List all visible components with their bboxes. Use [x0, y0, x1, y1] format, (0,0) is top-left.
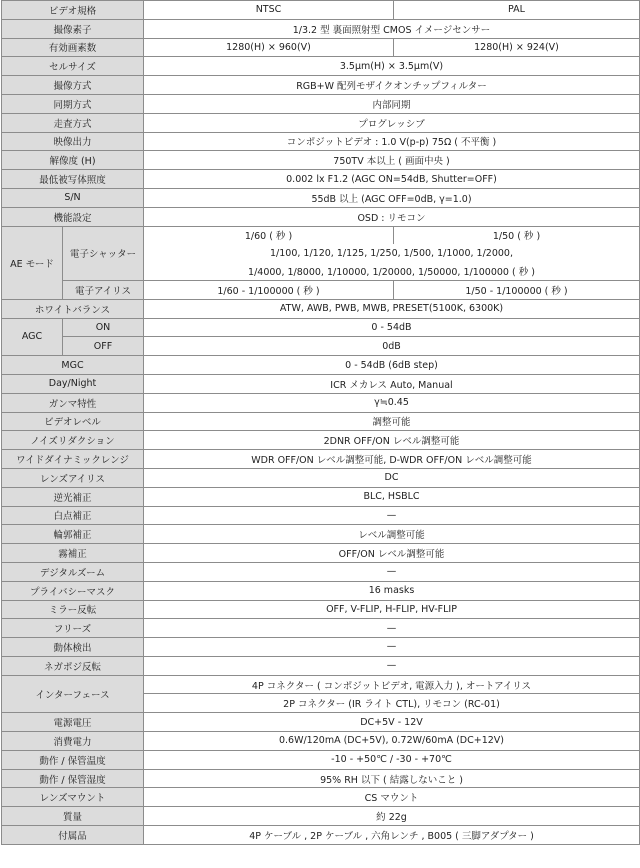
row-freeze — [2, 619, 640, 638]
row-gamma — [2, 393, 640, 412]
row-privacy-mask — [2, 581, 640, 600]
label-ae-mode: AE モード — [2, 226, 63, 299]
value-shutter-speeds-1: 1/100, 1/120, 1/125, 1/250, 1/500, 1/1000, 1/2000, — [144, 244, 640, 262]
row-mgc — [2, 356, 640, 375]
row-motion-detection — [2, 638, 640, 657]
value-lens-iris: DC — [144, 468, 640, 487]
label-min-illumination: 最低被写体照度 — [2, 170, 144, 189]
value-shutter-ntsc: 1/60 ( 秒 ) — [144, 226, 394, 244]
label-electronic-shutter: 電子シャッター — [63, 226, 144, 280]
label-mirror: ミラー反転 — [2, 600, 144, 619]
label-agc: AGC — [2, 318, 63, 356]
row-digital-zoom — [2, 562, 640, 581]
label-resolution: 解像度 (H) — [2, 151, 144, 170]
row-min-illumination — [2, 170, 640, 189]
row-pixels — [2, 38, 640, 57]
label-backlight: 逆光補正 — [2, 487, 144, 506]
label-scan: 走査方式 — [2, 113, 144, 132]
row-voltage — [2, 713, 640, 732]
row-humidity — [2, 769, 640, 788]
label-gamma: ガンマ特性 — [2, 393, 144, 412]
label-voltage: 電源電圧 — [2, 713, 144, 732]
value-humidity: 95% RH 以下 ( 結露しないこと ) — [144, 769, 640, 788]
row-video-level — [2, 412, 640, 431]
label-wdr: ワイドダイナミックレンジ — [2, 450, 144, 469]
value-motion-detection: — — [144, 638, 640, 657]
value-iris-pal: 1/50 - 1/100000 ( 秒 ) — [394, 280, 640, 299]
label-lens-mount: レンズマウント — [2, 788, 144, 807]
label-agc-off: OFF — [63, 337, 144, 356]
label-white-balance: ホワイトバランス — [2, 299, 144, 318]
spec-table — [1, 0, 640, 845]
label-power: 消費電力 — [2, 732, 144, 751]
value-cell: 3.5μm(H) × 3.5μm(V) — [144, 57, 640, 76]
value-output: コンポジットビデオ : 1.0 V(p-p) 75Ω ( 不平衡 ) — [144, 132, 640, 151]
row-negapoji — [2, 656, 640, 675]
row-lens-mount — [2, 788, 640, 807]
label-electronic-iris: 電子アイリス — [63, 280, 144, 299]
row-contour — [2, 525, 640, 544]
value-function-settings: OSD : リモコン — [144, 207, 640, 226]
value-scan: プログレッシブ — [144, 113, 640, 132]
row-sensor — [2, 19, 640, 38]
row-power — [2, 732, 640, 751]
label-output: 映像出力 — [2, 132, 144, 151]
label-accessories: 付属品 — [2, 826, 144, 845]
row-weight — [2, 807, 640, 826]
row-agc-on — [2, 318, 640, 337]
value-noise-reduction: 2DNR OFF/ON レベル調整可能 — [144, 431, 640, 450]
value-voltage: DC+5V - 12V — [144, 713, 640, 732]
label-sync: 同期方式 — [2, 94, 144, 113]
row-scan — [2, 113, 640, 132]
value-interface-1: 4P コネクター ( コンポジットビデオ, 電源入力 ), オートアイリス — [144, 675, 640, 694]
value-contour: レベル調整可能 — [144, 525, 640, 544]
value-sync: 内部同期 — [144, 94, 640, 113]
label-contour: 輪郭補正 — [2, 525, 144, 544]
label-digital-zoom: デジタルズーム — [2, 562, 144, 581]
label-method: 撮像方式 — [2, 76, 144, 95]
row-mirror — [2, 600, 640, 619]
value-method: RGB+W 配列モザイクオンチップフィルター — [144, 76, 640, 95]
value-accessories: 4P ケーブル , 2P ケーブル , 六角レンチ , B005 ( 三脚アダプター ) — [144, 826, 640, 845]
label-weight: 質量 — [2, 807, 144, 826]
value-sensor: 1/3.2 型 裏面照射型 CMOS イメージセンサー — [144, 19, 640, 38]
value-power: 0.6W/120mA (DC+5V), 0.72W/60mA (DC+12V) — [144, 732, 640, 751]
value-shutter-pal: 1/50 ( 秒 ) — [394, 226, 640, 244]
value-white-point: — — [144, 506, 640, 525]
label-agc-on: ON — [63, 318, 144, 337]
label-day-night: Day/Night — [2, 374, 144, 393]
label-lens-iris: レンズアイリス — [2, 468, 144, 487]
row-function-settings — [2, 207, 640, 226]
label-cell: セルサイズ — [2, 57, 144, 76]
label-temperature: 動作 / 保管温度 — [2, 750, 144, 769]
row-noise-reduction — [2, 431, 640, 450]
label-white-point: 白点補正 — [2, 506, 144, 525]
row-white-point — [2, 506, 640, 525]
label-interface: インターフェース — [2, 675, 144, 713]
value-gamma: γ≒0.45 — [144, 393, 640, 412]
row-ae-shutter-default — [2, 226, 640, 244]
value-fog: OFF/ON レベル調整可能 — [144, 544, 640, 563]
row-ae-iris — [2, 280, 640, 299]
value-mirror: OFF, V-FLIP, H-FLIP, HV-FLIP — [144, 600, 640, 619]
value-weight: 約 22g — [144, 807, 640, 826]
value-resolution: 750TV 本以上 ( 画面中央 ) — [144, 151, 640, 170]
row-lens-iris — [2, 468, 640, 487]
row-temperature — [2, 750, 640, 769]
value-negapoji: — — [144, 656, 640, 675]
value-agc-on: 0 - 54dB — [144, 318, 640, 337]
value-backlight: BLC, HSBLC — [144, 487, 640, 506]
label-noise-reduction: ノイズリダクション — [2, 431, 144, 450]
label-video-standard: ビデオ規格 — [2, 1, 144, 20]
label-fog: 霧補正 — [2, 544, 144, 563]
value-shutter-speeds-2: 1/4000, 1/8000, 1/10000, 1/20000, 1/50000, 1/100000 ( 秒 ) — [144, 262, 640, 280]
value-digital-zoom: — — [144, 562, 640, 581]
label-privacy-mask: プライバシーマスク — [2, 581, 144, 600]
value-sn: 55dB 以上 (AGC OFF=0dB, γ=1.0) — [144, 188, 640, 207]
label-sn: S/N — [2, 188, 144, 207]
label-sensor: 撮像素子 — [2, 19, 144, 38]
value-interface-2: 2P コネクター (IR ライト CTL), リモコン (RC-01) — [144, 694, 640, 713]
label-pixels: 有効画素数 — [2, 38, 144, 57]
value-wdr: WDR OFF/ON レベル調整可能, D-WDR OFF/ON レベル調整可能 — [144, 450, 640, 469]
value-pixels-pal: 1280(H) × 924(V) — [394, 38, 640, 57]
label-freeze: フリーズ — [2, 619, 144, 638]
value-agc-off: 0dB — [144, 337, 640, 356]
value-video-level: 調整可能 — [144, 412, 640, 431]
value-pixels-ntsc: 1280(H) × 960(V) — [144, 38, 394, 57]
value-white-balance: ATW, AWB, PWB, MWB, PRESET(5100K, 6300K) — [144, 299, 640, 318]
row-white-balance — [2, 299, 640, 318]
row-cell — [2, 57, 640, 76]
row-day-night — [2, 374, 640, 393]
row-method — [2, 76, 640, 95]
row-accessories — [2, 826, 640, 845]
value-temperature: -10 - +50℃ / -30 - +70℃ — [144, 750, 640, 769]
row-interface-1 — [2, 675, 640, 694]
row-resolution — [2, 151, 640, 170]
value-lens-mount: CS マウント — [144, 788, 640, 807]
row-output — [2, 132, 640, 151]
row-wdr — [2, 450, 640, 469]
row-agc-off — [2, 337, 640, 356]
value-freeze: — — [144, 619, 640, 638]
row-backlight — [2, 487, 640, 506]
label-function-settings: 機能設定 — [2, 207, 144, 226]
header-pal: PAL — [394, 1, 640, 20]
value-mgc: 0 - 54dB (6dB step) — [144, 356, 640, 375]
value-day-night: ICR メカレス Auto, Manual — [144, 374, 640, 393]
label-mgc: MGC — [2, 356, 144, 375]
label-humidity: 動作 / 保管湿度 — [2, 769, 144, 788]
row-video-standard — [2, 1, 640, 20]
label-motion-detection: 動体検出 — [2, 638, 144, 657]
row-fog — [2, 544, 640, 563]
label-video-level: ビデオレベル — [2, 412, 144, 431]
value-min-illumination: 0.002 lx F1.2 (AGC ON=54dB, Shutter=OFF) — [144, 170, 640, 189]
row-sync — [2, 94, 640, 113]
value-privacy-mask: 16 masks — [144, 581, 640, 600]
header-ntsc: NTSC — [144, 1, 394, 20]
value-iris-ntsc: 1/60 - 1/100000 ( 秒 ) — [144, 280, 394, 299]
label-negapoji: ネガポジ反転 — [2, 656, 144, 675]
row-sn — [2, 188, 640, 207]
